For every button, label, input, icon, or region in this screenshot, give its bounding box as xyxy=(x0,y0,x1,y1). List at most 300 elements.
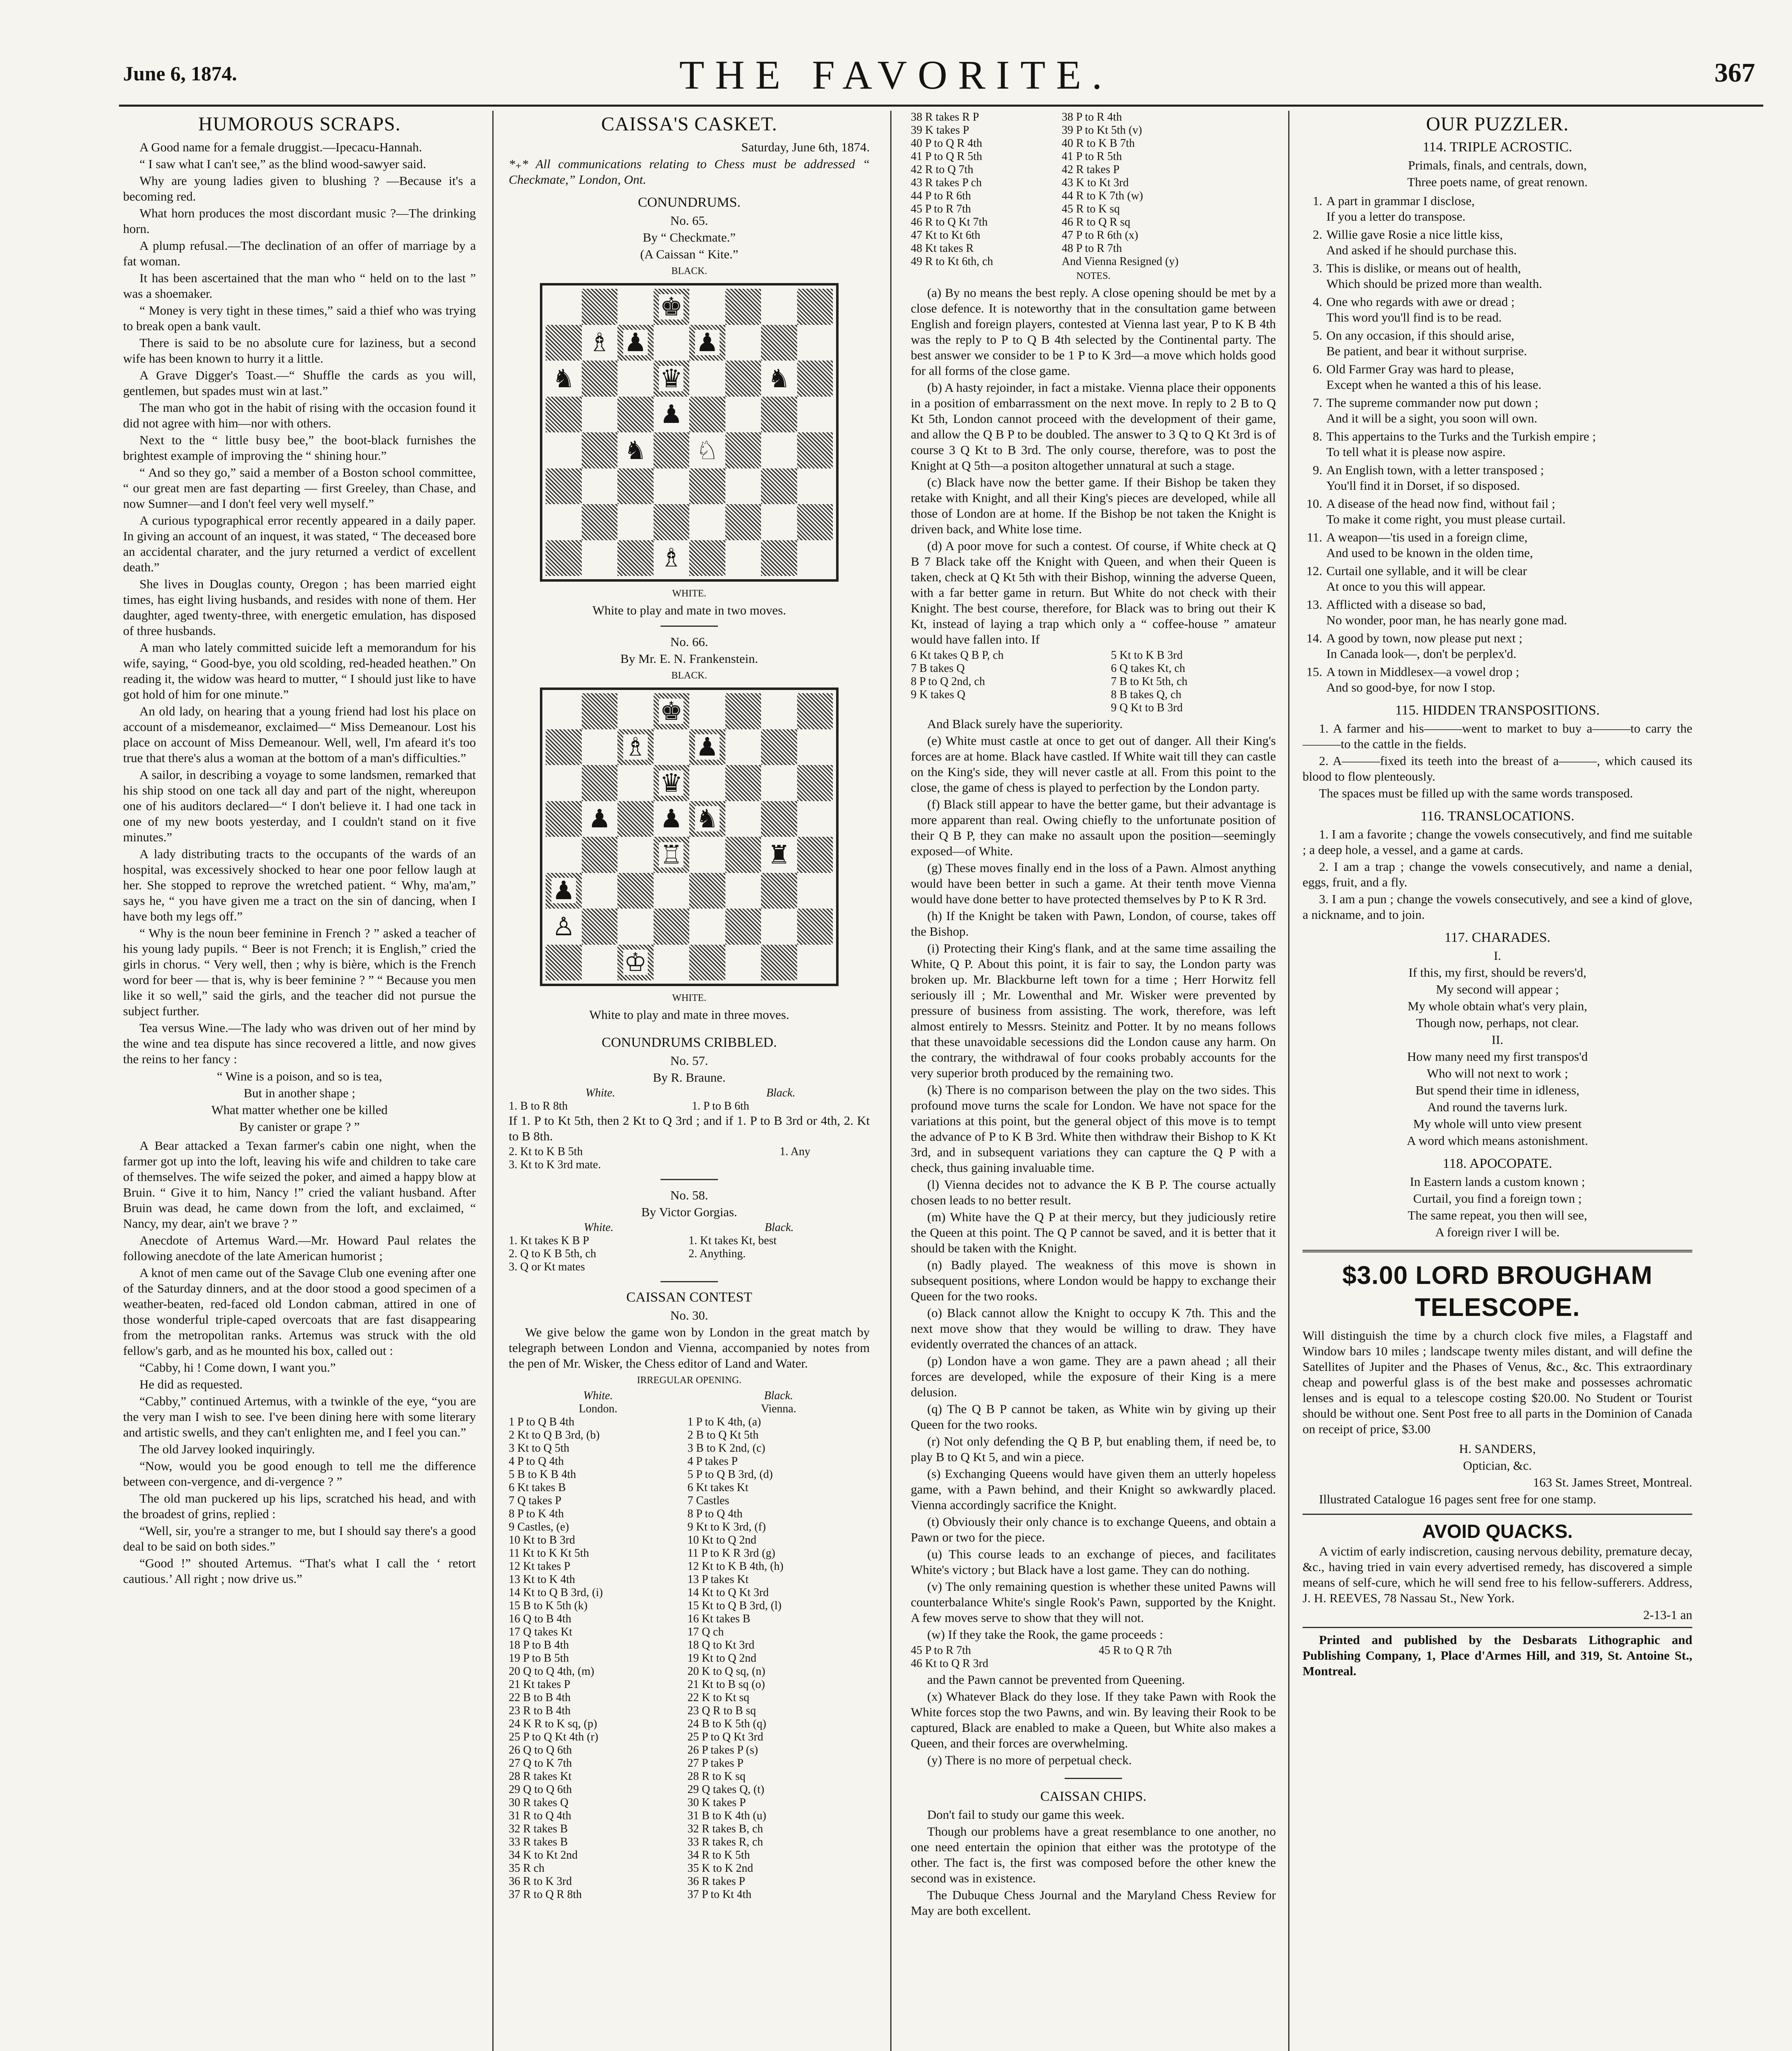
board-square xyxy=(725,945,761,981)
problem-subtitle: (A Caissan “ Kite.” xyxy=(640,247,738,261)
humor-paragraph: A curious typographical error recently appeared in a daily paper. In giving an account of an inquest, it was stated, “ The deceased bore an accidental charater, and the jury returned a verdict of excellent death.” xyxy=(123,513,476,574)
move-row: 14 Kt to Q B 3rd, (i) 14 Kt to Q Kt 3rd xyxy=(509,1586,769,1599)
acrostic-item: 3. This is dislike, or means out of health, Which should be prized more than wealth. xyxy=(1312,261,1542,291)
humor-paragraph: Next to the “ little busy bee,” the boot-black furnishes the brightest example of improving the “ shining hour.” xyxy=(123,433,476,463)
board-square xyxy=(725,729,761,765)
verse-line: But in another shape ; xyxy=(243,1086,356,1100)
board-square xyxy=(582,693,618,729)
chess-piece-icon: ♗ xyxy=(588,327,611,358)
white-label: WHITE. xyxy=(672,588,706,599)
board-square xyxy=(761,837,797,873)
move-row: 38 R takes R P 38 P to R 4th xyxy=(911,111,1122,123)
humor-paragraph: “Cabby, hi ! Come down, I want you.” xyxy=(139,1360,336,1375)
board-square xyxy=(546,693,582,729)
column-rule xyxy=(1288,111,1289,2051)
board-square xyxy=(617,432,654,468)
puzzle-title: 117. CHARADES. xyxy=(1444,930,1551,945)
humor-paragraph: A Grave Digger's Toast.—“ Shuffle the cards as you will, gentlemen, but spades must win at last.” xyxy=(123,368,476,398)
note-paragraph: (o) Black cannot allow the Knight to occupy K 7th. This and the next move show that they would be willing to draw. They have evidently overrated the chances of an attack. xyxy=(911,1306,1276,1351)
move-row: 17 Q takes Kt 17 Q ch xyxy=(509,1626,724,1638)
move-row: 11 Kt to K Kt 5th 11 P to K R 3rd (g) xyxy=(509,1547,775,1560)
problem-author: By Victor Gorgias. xyxy=(641,1205,737,1219)
board-square xyxy=(689,397,725,433)
charade-line: How many need my first transpos'd xyxy=(1407,1049,1588,1064)
board-square xyxy=(617,765,654,801)
apocopate-line: Curtail, you find a foreign town ; xyxy=(1413,1191,1582,1206)
acrostic-item: 13. Afflicted with a disease so bad, No wonder, poor man, he has nearly gone mad. xyxy=(1306,597,1567,627)
board-square xyxy=(761,765,797,801)
chess-piece-icon: ♞ xyxy=(624,435,647,465)
move-row: 36 R to K 3rd 36 R takes P xyxy=(509,1875,745,1888)
move-row: 1 P to Q B 4th 1 P to K 4th, (a) xyxy=(509,1416,761,1428)
note-paragraph: (s) Exchanging Queens would have given them an utterly hopeless game, with a Pawn behind, and their Knight so awkwardly placed. Vienna accordingly sacrifice the Knight. xyxy=(911,1466,1276,1512)
charade-line: But spend their time in idleness, xyxy=(1415,1083,1579,1097)
charade-number: II. xyxy=(1491,1032,1504,1047)
problem-task: White to play and mate in three moves. xyxy=(589,1007,789,1022)
black-label: BLACK. xyxy=(671,670,707,681)
humor-paragraph: She lives in Douglas county, Oregon ; has been married eight times, has eight living husbands, and resides with none of them. Her daughter, aged twenty-three, with energetic emulation, has disposed of three husbands. xyxy=(123,577,476,638)
board-square xyxy=(689,361,725,397)
board-square xyxy=(546,468,582,505)
note-paragraph: (r) Not only defending the Q B P, but enabling them, if need be, to play B to Q Kt 5, and win a piece. xyxy=(911,1434,1276,1464)
board-square xyxy=(761,540,797,576)
translocation-item: 1. I am a favorite ; change the vowels consecutively, and find me suitable ; a deep hole, a vessel, and a game at cards. xyxy=(1303,827,1692,857)
variation-row: 8 P to Q 2nd, ch 7 B to Kt 5th, ch xyxy=(911,675,1188,688)
note-paragraph: (d) A poor move for such a contest. Of course, if White check at Q B 7 Black take off the Knight with Queen, and when their Queen is taken, check at Q Kt 5th with their Bishop, winning the adverse Queen, with a far better game in return. But White do not check with their Knight. The best course, therefore, for Black was to bring out their K Kt, instead of laying a trap which only a “ coffee-house ” amateur would have fallen into. If xyxy=(911,539,1276,646)
chess-piece-icon: ♟ xyxy=(624,327,647,358)
chess-piece-icon: ♗ xyxy=(660,543,683,573)
chess-notice: *₊* All communications relating to Chess must be addressed “ Checkmate,” London, Ont. xyxy=(509,157,870,187)
acrostic-item: 1. A part in grammar I disclose, If you a letter do transpose. xyxy=(1312,194,1475,224)
move-row: 44 P to R 6th 44 R to K 7th (w) xyxy=(911,190,1143,202)
column-rule xyxy=(890,111,891,2051)
acrostic-item: 2. Willie gave Rosie a nice little kiss, And asked if he should purchase this. xyxy=(1312,227,1517,257)
board-square xyxy=(725,468,761,505)
humor-paragraph: A sailor, in describing a voyage to some landsmen, remarked that his ship stood on one tack all day and part of the night, whereupon one of his auditors declared—“ I don't believe it. I had one tack in one of my new boots yesterday, and I couldn't stand on it five minutes.” xyxy=(123,767,476,844)
move-row: 42 R to Q 7th 42 R takes P xyxy=(911,163,1120,176)
subheading: CAISSAN CHIPS. xyxy=(1040,1789,1147,1804)
acrostic-item: 8. This appertains to the Turks and the Turkish empire ; To tell what it is please now aspire. xyxy=(1312,429,1596,459)
board-square xyxy=(725,837,761,873)
board-square xyxy=(582,945,618,981)
board-square xyxy=(725,540,761,576)
board-square xyxy=(725,801,761,837)
move-row: 21 Kt takes P 21 Kt to B sq (o) xyxy=(509,1678,765,1691)
solution-row: 2. Kt to K B 5th 1. Any xyxy=(509,1145,811,1158)
chess-piece-icon: ♗ xyxy=(624,732,647,762)
move-row: 27 Q to K 7th 27 P takes P xyxy=(509,1757,744,1770)
chip-paragraph: The Dubuque Chess Journal and the Maryland Chess Review for May are both excellent. xyxy=(911,1888,1276,1918)
chip-paragraph: Though our problems have a great resemblance to one another, no one need entertain the opinion that either was the prototype of the other. The fact is, the first was composed before the other knew the second was in existence. xyxy=(911,1824,1276,1885)
masthead-rule xyxy=(119,105,1763,107)
acrostic-item: 12. Curtail one syllable, and it will be clear At once to you this will appear. xyxy=(1306,564,1527,594)
note-paragraph: (n) Badly played. The weakness of this move is shown in subsequent positions, where London would be happy to exchange their Queen for the two rooks. xyxy=(911,1258,1276,1303)
solution-57: White. Black. 1. B to R 8th 1. P to B 6th xyxy=(509,1087,870,1113)
move-row: 7 Q takes P 7 Castles xyxy=(509,1494,729,1507)
puzzle-title: 118. APOCOPATE. xyxy=(1442,1156,1552,1171)
board-square xyxy=(797,361,833,397)
board-square xyxy=(725,504,761,540)
board-square xyxy=(761,729,797,765)
humor-paragraph: “ Why is the noun beer feminine in French ? ” asked a teacher of his young lady pupils. “ Beer is not French; it is English,” cried the girls in chorus. “ Very well, then ; why is bière, which is the French word for beer — that is, why is beer feminine ? ” “ Because you men like it so well,” said the girls, and the teacher did not pursue the subject further. xyxy=(123,926,476,1018)
board-square xyxy=(582,801,618,837)
move-row: 29 Q to Q 6th 29 Q takes Q, (t) xyxy=(509,1783,764,1796)
apocopate-line: The same repeat, you then will see, xyxy=(1408,1208,1587,1222)
telescope-ad-body: Will distinguish the time by a church clock five miles, a Flagstaff and Window bars 10 miles ; landscape twenty miles distant, and will define the Satellites of Jupiter and the Phases of Venus, &c., &c. This extraordinary cheap and powerful glass is of the best make and possesses achromatic lenses and is equal to a telescope costing $20.00. No Student or Tourist should be without one. Sent Post free to all parts in the Dominion of Canada on receipt of price, $3.00 xyxy=(1303,1328,1692,1436)
game-notes-3 xyxy=(911,1672,1276,1768)
charade-number: I. xyxy=(1493,948,1502,963)
board-square xyxy=(582,540,618,576)
board-square xyxy=(797,837,833,873)
board-square xyxy=(761,945,797,981)
move-row: 28 R takes Kt 28 R to K sq xyxy=(509,1770,746,1783)
game-notes-2 xyxy=(911,716,1276,1642)
move-row: 12 Kt takes P 12 Kt to K B 4th, (h) xyxy=(509,1560,784,1573)
board-square xyxy=(582,504,618,540)
puzzler-column xyxy=(1303,111,1692,2051)
note-paragraph: (x) Whatever Black do they lose. If they take Pawn with Rook the White forces stop the two Pawns, and win. By leaving their Rook to be captured, Black are enabled to make a Queen, but White also makes a Queen, and their forces are overwhelming. xyxy=(911,1689,1276,1750)
chess-board-66 xyxy=(540,687,839,986)
apocopate-line: In Eastern lands a custom known ; xyxy=(1410,1174,1585,1189)
solution-row: 3. Kt to K 3rd mate. xyxy=(509,1158,601,1171)
charade-line: Who will not next to work ; xyxy=(1426,1066,1568,1080)
board-square xyxy=(546,361,582,397)
chess-board-65 xyxy=(540,283,839,582)
board-square xyxy=(546,729,582,765)
advertiser-name: H. SANDERS, xyxy=(1459,1441,1536,1456)
humor-paragraph: A plump refusal.—The declination of an offer of marriage by a fat woman. xyxy=(123,238,476,268)
board-square xyxy=(582,289,618,325)
chess-piece-icon: ♟ xyxy=(660,399,683,429)
chess-piece-icon: ♟ xyxy=(695,732,719,762)
move-row: 49 R to Kt 6th, ch And Vienna Resigned (y) xyxy=(911,255,1179,268)
solution-note: If 1. P to Kt 5th, then 2 Kt to Q 3rd ; and if 1. P to B 3rd or 4th, 2. Kt to B 8th. xyxy=(509,1113,870,1143)
charade-line: My whole obtain what's very plain, xyxy=(1408,999,1587,1013)
charade-line: And round the taverns lurk. xyxy=(1427,1100,1568,1114)
board-square xyxy=(797,801,833,837)
opening-name: IRREGULAR OPENING. xyxy=(637,1375,742,1386)
move-row: 48 Kt takes R 48 P to R 7th xyxy=(911,242,1122,255)
game-moves-continued xyxy=(911,111,1276,268)
board-square xyxy=(797,504,833,540)
variation-row: 7 B takes Q 6 Q takes Kt, ch xyxy=(911,662,1185,675)
board-square xyxy=(546,837,582,873)
chess-notes-column xyxy=(911,111,1276,2051)
chess-piece-icon: ♞ xyxy=(767,363,791,393)
section-heading: HUMOROUS SCRAPS. xyxy=(198,113,401,135)
humor-paragraph: He did as requested. xyxy=(139,1377,243,1391)
solution-row: 3. Q or Kt mates xyxy=(509,1261,585,1273)
acrostic-intro-line: Three poets name, of great renown. xyxy=(1407,175,1588,189)
humor-paragraph: “Good !” shouted Artemus. “That's what I call the ‘ retort cautious.’ All right ; now drive us.” xyxy=(123,1556,476,1586)
chess-piece-icon: ♞ xyxy=(552,363,575,393)
move-row: 15 B to K 5th (k) 15 Kt to Q B 3rd, (l) xyxy=(509,1599,782,1612)
chess-piece-icon: ♚ xyxy=(660,291,683,322)
board-square xyxy=(761,468,797,505)
board-square xyxy=(617,837,654,873)
variation-row: 45 P to R 7th 45 R to Q R 7th xyxy=(911,1644,1172,1657)
humor-paragraph: A knot of men came out of the Savage Club one evening after one of the Saturday dinners, and at the door stood a good specimen of a weather-beaten, red-faced old London cabman, attired in one of those wonderful triple-caped overcoats that are fast disappearing from the metropolitan ranks. Artemus was struck with the old fellow's garb, and as he mounted his box, called out : xyxy=(123,1265,476,1358)
chess-piece-icon: ♔ xyxy=(624,947,647,978)
game-moves: White. Black. London. Vienna. 1 P to Q B 4th 1 P to K 4th, (a) 2 Kt to Q B 3rd, (b) 2 B to Q Kt 5th 3 Kt to Q 5th 3 B to K 2nd, (c) 4 P to Q 4th 4 P takes P 5 B to K B 4th 5 P to Q B 3rd, (d) 6 Kt takes B 6 Kt takes Kt 7 Q takes P 7 Castles 8 P to K 4th 8 P to Q 4th 9 Castles, (e) 9 Kt to K 3rd, (f) 10 Kt to B 3rd 10 Kt to Q 2nd 11 Kt to K Kt 5th 11 P to K R 3rd (g) 12 Kt takes P 12 Kt to K B 4th, (h) 13 Kt to K 4th 13 P takes Kt 14 Kt to Q B 3rd, (i) 14 Kt to Q Kt 3rd 15 B to K 5th (k) 15 Kt to Q B 3rd, (l) 16 Q to B 4th 16 Kt takes B 17 Q takes Kt 17 Q ch 18 P to B 4th 18 Q to Kt 3rd 19 P to B 5th 19 Kt to Q 2nd 20 Q to Q 4th, (m) 20 K to Q sq, (n) 21 Kt takes P 21 Kt to B sq (o) 22 B to B 4th 22 K to Kt sq 23 R to B 4th 23 Q R to B sq 24 K R to K sq, (p) 24 B to K 5th (q) 25 P to Q Kt 4th (r) 25 P to Q Kt 3rd 26 Q to Q 6th 26 P takes P (s) 27 Q to K 7th 27 P takes P 28 R takes Kt 28 R to K sq 29 Q to Q 6th 29 Q takes Q, (t) 30 R takes Q 30 K takes P 31 R to Q 4th 31 B to K 4th (u) 32 R takes B 32 R takes B, ch 33 R takes B 33 R takes R, ch 34 K to Kt 2nd 34 R to K 5th 35 R ch 35 K to K 2nd 36 R to K 3rd 36 R takes P 37 R to Q R 8th 37 P to Kt 4th xyxy=(509,1389,870,1901)
board-square xyxy=(761,693,797,729)
board-square xyxy=(617,945,654,981)
chess-piece-icon: ♞ xyxy=(695,804,719,834)
transposition-items xyxy=(1303,721,1692,801)
board-square xyxy=(582,432,618,468)
board-square xyxy=(654,325,690,361)
board-square xyxy=(689,325,725,361)
note-paragraph: (c) Black have now the better game. If their Bishop be taken they retake with Knight, and all their King's pieces are developed, while all those of London are at home. If the Bishop be not taken the Knight is driven back, and White lose time. xyxy=(911,475,1276,536)
move-row: 22 B to B 4th 22 K to Kt sq xyxy=(509,1691,750,1704)
acrostic-intro xyxy=(1303,158,1692,190)
humor-paragraph: A Bear attacked a Texan farmer's cabin one night, when the farmer got up into the loft, leaving his wife and children to take care of themselves. The wife seized the poker, and aimed a happy blow at Bruin. “ Give it to him, Nancy !” cried the valiant husband. After Bruin was dead, he came down from the loft, and exclaimed, “ Nancy, my dear, ain't we brave ? ” xyxy=(123,1138,476,1231)
telescope-ad-subtitle: TELESCOPE. xyxy=(1415,1293,1580,1322)
variation-row: 9 K takes Q 8 B takes Q, ch xyxy=(911,688,1182,701)
board-square xyxy=(582,837,618,873)
move-row: 4 P to Q 4th 4 P takes P xyxy=(509,1455,738,1468)
board-square xyxy=(761,325,797,361)
variation-w xyxy=(911,1644,1276,1670)
note-paragraph: (i) Protecting their King's flank, and at the same time assailing the White, Q P. About this point, it is fair to say, the London party was broken up. Mr. Blackburne left town for a time ; Herr Horwitz fell seriously ill ; Mr. Lowenthal and Mr. Wisker were prevented by pressure of business from assisting. The work, therefore, was left almost entirely to Messrs. Steinitz and Potter. It by no means follows that these unavoidable secessions did the London cause any harm. On the contrary, the withdrawal of four cooks probably accounts for the very superior broth produced by the remaining two. xyxy=(911,941,1276,1080)
board-square xyxy=(797,289,833,325)
board-square xyxy=(797,873,833,909)
move-row: 30 R takes Q 30 K takes P xyxy=(509,1796,746,1809)
board-square xyxy=(617,361,654,397)
note-paragraph: (m) White have the Q P at their mercy, but they judiciously retire the Queen at this point. The Q P cannot be saved, and it is better that it should be taken with the Knight. xyxy=(911,1210,1276,1255)
board-square xyxy=(797,540,833,576)
humorous-scraps-column xyxy=(123,111,476,2051)
subheading: CONUNDRUMS. xyxy=(638,195,741,210)
transposition-item: 1. A farmer and his———went to market to buy a———to carry the———to the cattle in the fields. xyxy=(1303,721,1692,751)
apocopate xyxy=(1303,1174,1692,1240)
move-row: 31 R to Q 4th 31 B to K 4th (u) xyxy=(509,1809,766,1822)
note-paragraph: (g) These moves finally end in the loss of a Pawn. Almost anything would have been better in such a game. At their tenth move Vienna would have done better to have protected themselves by P to K R 3rd. xyxy=(911,861,1276,906)
board-square xyxy=(582,765,618,801)
board-square xyxy=(689,801,725,837)
board-square xyxy=(617,504,654,540)
board-square xyxy=(725,765,761,801)
acrostic-item: 9. An English town, with a letter transposed ; You'll find it in Dorset, if so disposed. xyxy=(1312,463,1544,493)
section-heading: OUR PUZZLER. xyxy=(1426,113,1569,135)
acrostic-intro-line: Primals, finals, and centrals, down, xyxy=(1408,158,1587,172)
note-paragraph: (u) This course leads to an exchange of pieces, and facilitates White's victory ; but Black have a lost game. They can do nothing. xyxy=(911,1547,1276,1577)
translocation-items xyxy=(1303,827,1692,923)
board-square xyxy=(725,873,761,909)
problem-author: By R. Braune. xyxy=(653,1070,726,1085)
board-square xyxy=(797,693,833,729)
move-row: 6 Kt takes B 6 Kt takes Kt xyxy=(509,1481,749,1494)
note-paragraph: (f) Black still appear to have the better game, but their advantage is more apparent than real. Owing chiefly to the unfortunate position of their Q B P, they can make no assault upon the position—seemingly exposed—of White. xyxy=(911,797,1276,858)
board-square xyxy=(546,504,582,540)
board-square xyxy=(797,909,833,945)
chess-piece-icon: ♖ xyxy=(660,839,683,870)
note-paragraph: (y) There is no more of perpetual check. xyxy=(927,1753,1132,1767)
acrostic-item: 11. A weapon—'tis used in a foreign clime, And used to be known in the olden time, xyxy=(1307,530,1533,560)
board-square xyxy=(617,801,654,837)
black-label: BLACK. xyxy=(671,266,707,276)
charade-line: My whole will unto view present xyxy=(1413,1117,1582,1131)
board-square xyxy=(654,432,690,468)
move-row: 45 P to R 7th 45 R to K sq xyxy=(911,203,1120,215)
board-square xyxy=(654,540,690,576)
transposition-item: 2. A———fixed its teeth into the breast of a———, which caused its blood to flow plenteously. xyxy=(1303,754,1692,783)
board-square xyxy=(761,801,797,837)
move-row: 24 K R to K sq, (p) 24 B to K 5th (q) xyxy=(509,1718,766,1730)
issue-date: June 6, 1874. xyxy=(123,62,237,85)
humor-paragraph: Anecdote of Artemus Ward.—Mr. Howard Paul relates the following anecdote of the late American humorist ; xyxy=(123,1233,476,1263)
variation-d xyxy=(911,649,1276,715)
board-square xyxy=(546,289,582,325)
verse-line: By canister or grape ? ” xyxy=(239,1119,360,1134)
board-square xyxy=(654,504,690,540)
contest-intro: We give below the game won by London in the great match by telegraph between London and Vienna, accompanied by notes from the pen of Mr. Wisker, the Chess editor of Land and Water. xyxy=(509,1325,870,1370)
ad-code: 2-13-1 an xyxy=(1643,1608,1692,1622)
chess-piece-icon: ♛ xyxy=(660,767,683,798)
humor-paragraphs xyxy=(123,139,476,1067)
charade-line: If this, my first, should be revers'd, xyxy=(1408,965,1586,980)
transposition-item: The spaces must be filled up with the same words transposed. xyxy=(1319,786,1633,800)
column-rule xyxy=(492,111,494,2051)
board-square xyxy=(546,540,582,576)
board-square xyxy=(725,289,761,325)
catalogue-offer: Illustrated Catalogue 16 pages sent free for one stamp. xyxy=(1319,1492,1596,1506)
board-square xyxy=(546,873,582,909)
variation-row: 6 Kt takes Q B P, ch 5 Kt to K B 3rd xyxy=(911,649,1183,662)
move-row: 43 R takes P ch 43 K to Kt 3rd xyxy=(911,176,1129,189)
board-square xyxy=(725,325,761,361)
chess-piece-icon: ♛ xyxy=(660,363,683,393)
board-square xyxy=(797,325,833,361)
note-paragraph: (q) The Q B P cannot be taken, as White win by giving up their Queen for the two rooks. xyxy=(911,1402,1276,1432)
move-row: 41 P to Q R 5th 41 P to R 5th xyxy=(911,150,1122,163)
note-paragraph: And Black surely have the superiority. xyxy=(927,717,1123,731)
acrostic-item: 15. A town in Middlesex—a vowel drop ; And so good-bye, for now I stop. xyxy=(1306,665,1520,694)
move-row: 47 Kt to Kt 6th 47 P to R 6th (x) xyxy=(911,229,1138,242)
solution-58: White. Black. 1. Kt takes K B P 1. Kt takes Kt, best 2. Q to K B 5th, ch 2. Anything. 3. Q or Kt mates xyxy=(509,1221,870,1274)
chess-piece-icon: ♟ xyxy=(660,804,683,834)
note-paragraph: and the Pawn cannot be prevented from Queening. xyxy=(927,1672,1185,1687)
board-square xyxy=(689,540,725,576)
chess-piece-icon: ♚ xyxy=(660,696,683,726)
board-square xyxy=(582,468,618,505)
charade-two xyxy=(1303,1049,1692,1149)
puzzle-title: 114. TRIPLE ACROSTIC. xyxy=(1422,139,1573,155)
variation-row: 46 Kt to Q R 3rd xyxy=(911,1657,988,1670)
acrostic-items xyxy=(1303,193,1692,695)
board-square xyxy=(582,325,618,361)
board-square xyxy=(546,909,582,945)
humor-paragraph: Tea versus Wine.—The lady who was driven out of her mind by the wine and tea dispute has since recovered a little, and now gives the reins to her fancy : xyxy=(123,1021,476,1066)
caissan-chips xyxy=(911,1807,1276,1919)
board-square xyxy=(797,729,833,765)
move-row: 2 Kt to Q B 3rd, (b) 2 B to Q Kt 5th xyxy=(509,1429,759,1441)
game-notes xyxy=(911,285,1276,647)
chip-paragraph: Don't fail to study our game this week. xyxy=(927,1807,1125,1822)
humor-paragraph: An old lady, on hearing that a young friend had lost his place on account of a misdemeanor, exclaimed—“ Miss Demeanour. Lost his place on account of Miss Demeanour. Well, well, I'm afeard it's too true that there's alus a woman at the bottom of a man's difficulties.” xyxy=(123,704,476,765)
acrostic-item: 4. One who regards with awe or dread ; This word you'll find is to be read. xyxy=(1312,295,1515,324)
chess-piece-icon: ♟ xyxy=(552,875,575,906)
acrostic-item: 6. Old Farmer Gray was hard to please, Except when he wanted a this of his lease. xyxy=(1312,362,1542,392)
humor-paragraph: “Cabby,” continued Artemus, with a twinkle of the eye, “you are the very man I wish to see. I've been dining here with some literary and artistic swells, and they can't enlighten me, and I feel you can.” xyxy=(123,1394,476,1439)
board-square xyxy=(761,504,797,540)
verse-line: What matter whether one be killed xyxy=(211,1103,388,1117)
acrostic-item: 7. The supreme commander now put down ; And it will be a sight, you soon will own. xyxy=(1312,395,1538,425)
translocation-item: 3. I am a pun ; change the vowels consecutively, and see a kind of glove, a nickname, and to join. xyxy=(1303,892,1692,922)
chess-piece-icon: ♙ xyxy=(552,911,575,941)
board-square xyxy=(725,693,761,729)
move-row: 23 R to B 4th 23 Q R to B sq xyxy=(509,1704,756,1717)
move-row: 10 Kt to B 3rd 10 Kt to Q 2nd xyxy=(509,1534,757,1546)
board-square xyxy=(689,909,725,945)
board-square xyxy=(582,397,618,433)
problem-author: By Mr. E. N. Frankenstein. xyxy=(620,651,758,666)
board-square xyxy=(617,873,654,909)
board-square xyxy=(617,289,654,325)
solution-row: 1. B to R 8th 1. P to B 6th xyxy=(509,1100,750,1112)
quacks-ad-body: A victim of early indiscretion, causing nervous debility, premature decay, &c., having tried in vain every advertised remedy, has discovered a simple means of self-cure, which he will send free to his fellow-sufferers. Address, J. H. REEVES, 78 Nassau St., New York. xyxy=(1303,1544,1692,1605)
board-square xyxy=(797,765,833,801)
subheading: CAISSAN CONTEST xyxy=(626,1290,752,1305)
quacks-ad-title: AVOID QUACKS. xyxy=(1422,1521,1573,1542)
board-square xyxy=(546,325,582,361)
board-square xyxy=(654,397,690,433)
chess-piece-icon: ♘ xyxy=(695,435,719,465)
verse xyxy=(123,1069,476,1135)
board-square xyxy=(689,945,725,981)
move-row: 13 Kt to K 4th 13 P takes Kt xyxy=(509,1573,749,1586)
move-row: 34 K to Kt 2nd 34 R to K 5th xyxy=(509,1849,750,1861)
problem-number: No. 65. xyxy=(670,213,709,228)
board-square xyxy=(797,468,833,505)
board-square xyxy=(689,504,725,540)
move-row: 32 R takes B 32 R takes B, ch xyxy=(509,1823,763,1835)
board-square xyxy=(546,397,582,433)
move-row: 9 Castles, (e) 9 Kt to K 3rd, (f) xyxy=(509,1521,766,1533)
humor-paragraph: “Now, would you be good enough to tell me the difference between con-vergence, and di-vergence ? ” xyxy=(123,1459,476,1489)
note-paragraph: (v) The only remaining question is whether these united Pawns will counterbalance White's single Rook's Pawn, supported by the Knight. A few moves serve to show that they will not. xyxy=(911,1579,1276,1625)
board-square xyxy=(797,945,833,981)
board-square xyxy=(797,432,833,468)
board-square xyxy=(617,693,654,729)
note-paragraph: (h) If the Knight be taken with Pawn, London, of course, takes off the Bishop. xyxy=(911,909,1276,939)
board-square xyxy=(689,873,725,909)
chess-piece-icon: ♟ xyxy=(695,327,719,358)
board-square xyxy=(761,909,797,945)
move-row: 5 B to K B 4th 5 P to Q B 3rd, (d) xyxy=(509,1468,773,1481)
contest-number: No. 30. xyxy=(670,1308,709,1322)
move-row: 39 K takes P 39 P to Kt 5th (v) xyxy=(911,124,1142,137)
board-square xyxy=(689,837,725,873)
board-square xyxy=(582,729,618,765)
board-square xyxy=(617,468,654,505)
humor-paragraph: There is said to be no absolute cure for laziness, but a second wife has been known to hurry it a little. xyxy=(123,336,476,365)
board-square xyxy=(582,909,618,945)
imprint: Printed and published by the Desbarats Lithographic and Publishing Company, 1, Place d'Armes Hill, and 319, St. Antoine St., Montreal. xyxy=(1303,1633,1692,1678)
move-row: 3 Kt to Q 5th 3 B to K 2nd, (c) xyxy=(509,1442,766,1455)
board-square xyxy=(654,289,690,325)
puzzle-title: 116. TRANSLOCATIONS. xyxy=(1420,809,1575,824)
humor-paragraph: “Well, sir, you're a stranger to me, but I should say there's a good deal to be said on both sides.” xyxy=(123,1523,476,1553)
translocation-item: 2. I am a trap ; change the vowels consecutively, and name a denial, eggs, fruit, and a fly. xyxy=(1303,859,1692,889)
humor-paragraph: The man who got in the habit of rising with the occasion found it did not agree with him—nor with others. xyxy=(123,400,476,430)
problem-task: White to play and mate in two moves. xyxy=(592,603,786,617)
note-paragraph: (k) There is no comparison between the play on the two sides. This profound move turns the scale for London. We have not space for the variations at this point, but the general object of this move is to tempt the advance of P to K B 3rd. White then withdraw their Bishop to K Kt 3rd, and in subsequent variations they can capture the Q P with a check, thus gaining invaluable time. xyxy=(911,1083,1276,1175)
notes-heading: NOTES. xyxy=(1076,271,1111,281)
board-square xyxy=(546,765,582,801)
board-square xyxy=(654,361,690,397)
humor-paragraph: “ And so they go,” said a member of a Boston school committee, “ our great men are fast departing — first Greeley, than Chase, and now Sumner—and I don't feel very well myself.” xyxy=(123,465,476,511)
